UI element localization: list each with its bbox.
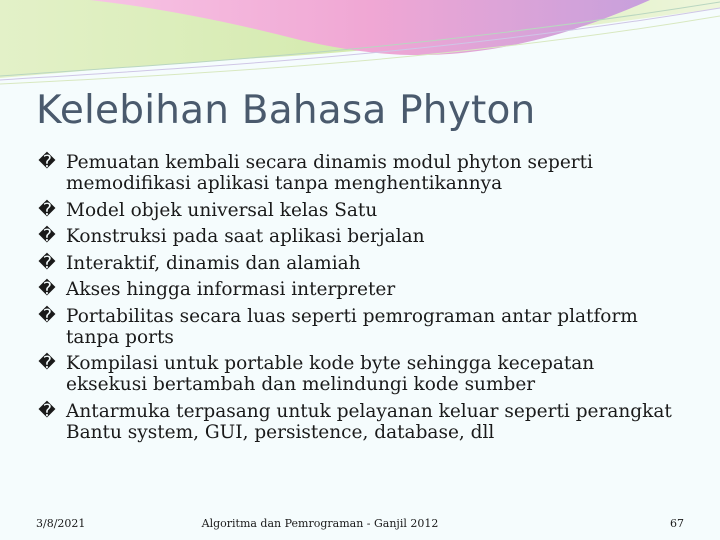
bullet-icon: �	[38, 226, 56, 246]
slide-title: Kelebihan Bahasa Phyton	[36, 88, 536, 133]
bullet-text: Pemuatan kembali secara dinamis modul phyton seperti memodifikasi aplikasi tanpa menghentikannya	[66, 152, 593, 194]
bullet-text: Konstruksi pada saat aplikasi berjalan	[66, 226, 425, 247]
bullet-icon: �	[38, 252, 56, 273]
bullet-item	[36, 200, 676, 221]
bullet-icon: �	[38, 152, 56, 172]
bullet-item	[36, 226, 676, 247]
bullet-icon: �	[38, 305, 56, 326]
bullet-text: Akses hingga informasi interpreter	[66, 279, 396, 300]
bullet-item	[36, 253, 676, 274]
bullet-text: Model objek universal kelas Satu	[66, 199, 378, 221]
bullet-item	[36, 353, 676, 395]
bullet-icon: �	[38, 199, 56, 220]
bullet-icon: �	[38, 353, 56, 373]
bullet-item	[36, 401, 676, 443]
decorative-header-band	[0, 0, 720, 90]
bullet-text: Antarmuka terpasang untuk pelayanan keluar seperti perangkat Bantu system, GUI, persistence, database, dll	[66, 400, 672, 443]
bullet-icon: �	[38, 279, 56, 299]
footer-title: Algoritma dan Pemrograman - Ganjil 2012	[201, 517, 439, 530]
bullet-text: Kompilasi untuk portable kode byte sehingga kecepatan eksekusi bertambah dan melindungi kode sumber	[66, 353, 595, 395]
bullet-list	[36, 152, 676, 448]
footer-date: 3/8/2021	[36, 517, 86, 530]
bullet-item	[36, 279, 676, 300]
bullet-text: Portabilitas secara luas seperti pemrograman antar platform tanpa ports	[66, 305, 638, 348]
bullet-text: Interaktif, dinamis dan alamiah	[66, 252, 361, 274]
bullet-icon: �	[38, 400, 56, 421]
bullet-item	[36, 306, 676, 348]
footer-page-number: 67	[670, 517, 684, 530]
bullet-item	[36, 152, 676, 194]
